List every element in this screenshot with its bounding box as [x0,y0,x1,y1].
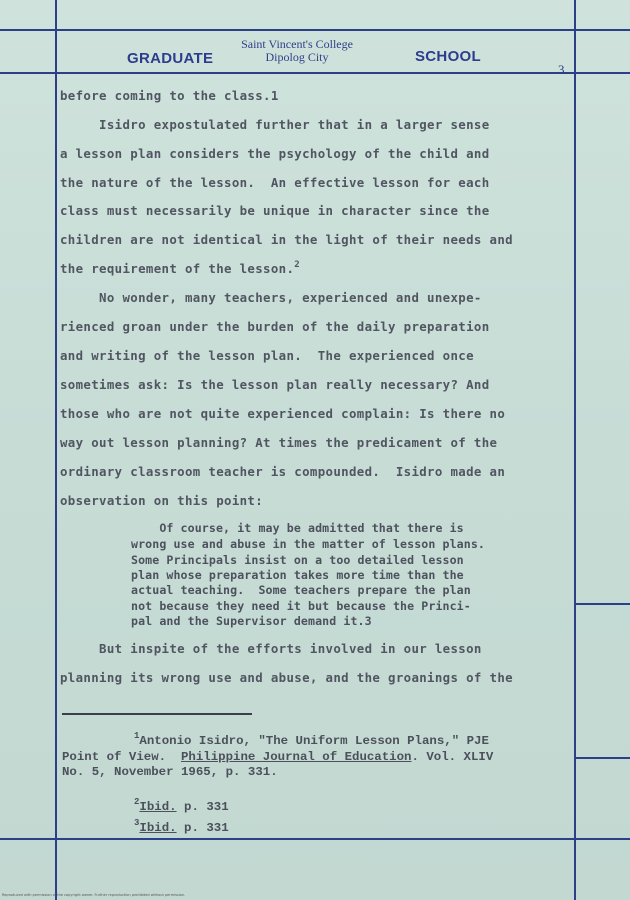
body-line: observation on this point: [60,493,264,508]
right-edge-tick-2 [576,757,630,759]
footnote-3 [134,818,229,835]
footnote-1 [134,731,489,748]
quote-line: wrong use and abuse in the matter of lesson plans. [131,537,486,551]
body-line: But inspite of the efforts involved in our lesson [60,641,482,656]
footnote-3-ibid: Ibid. [139,821,177,835]
body-line: No wonder, many teachers, experienced and unexpe- [60,290,482,305]
body-line: children are not identical in the light of their needs and [60,232,513,247]
header-rule [0,72,630,74]
quote-line: Some Principals insist on a too detailed lesson [131,553,464,567]
footnote-separator [62,713,252,715]
footnote-3-mark: 3 [134,818,140,828]
quote-line: not because they need it but because the Princi- [131,599,471,613]
footnote-1-line-3: No. 5, November 1965, p. 331. [62,765,278,779]
footnote-1-line-2 [62,750,493,764]
college-name [222,38,372,64]
body-line: Isidro expostulated further that in a larger sense [60,117,490,132]
body-line-with-footnote [60,261,300,276]
quote-line: actual teaching. Some teachers prepare the plan [131,583,471,597]
footnote-1-mark: 1 [134,731,140,741]
body-line: sometimes ask: Is the lesson plan really necessary? And [60,377,490,392]
footnote-1-text-3: . Vol. XLIV [411,750,494,764]
quote-line: plan whose preparation takes more time than the [131,568,464,582]
footnote-1-text-2: Point of View. [62,750,181,764]
body-line: a lesson plan considers the psychology of the child and [60,146,490,161]
body-line: rienced groan under the burden of the daily preparation [60,319,490,334]
college-line-1: Saint Vincent's College [241,37,353,51]
body-line: before coming to the class.1 [60,88,279,103]
footnote-2 [134,797,229,814]
footnote-2-ibid: Ibid. [139,800,177,814]
bottom-rule [0,838,630,840]
top-rule [0,29,630,31]
footnote-3-page: p. 331 [176,821,229,835]
right-margin-rule [574,0,576,900]
body-line: way out lesson planning? At times the predicament of the [60,435,498,450]
body-line: the nature of the lesson. An effective lesson for each [60,175,490,190]
body-line: class must necessarily be unique in character since the [60,203,490,218]
header-graduate: GRADUATE [127,50,214,67]
body-line: planning its wrong use and abuse, and the groanings of the [60,670,513,685]
footnote-2-mark: 2 [134,797,140,807]
body-line-text: the requirement of the lesson. [60,261,295,276]
footnote-1-journal: Philippine Journal of Education [180,750,412,764]
college-line-2: Dipolog City [265,50,329,64]
footnote-ref-2: 2 [294,260,301,270]
left-margin-rule [55,0,57,900]
quote-line: Of course, it may be admitted that there is [131,521,464,535]
right-edge-tick-1 [576,603,630,605]
page-number: 3 [558,62,565,77]
header-school: SCHOOL [415,48,481,65]
microfilm-note: Reproduced with permission of the copyright owner. Further reproduction prohibited without permission. [2,893,186,897]
footnote-2-page: p. 331 [176,800,229,814]
body-line: and writing of the lesson plan. The experienced once [60,348,474,363]
quote-line: pal and the Supervisor demand it.3 [131,614,372,628]
body-line: ordinary classroom teacher is compounded. Isidro made an [60,464,506,479]
footnote-1-text: Antonio Isidro, "The Uniform Lesson Plans," PJE [139,734,489,748]
body-line: those who are not quite experienced complain: Is there no [60,406,506,421]
